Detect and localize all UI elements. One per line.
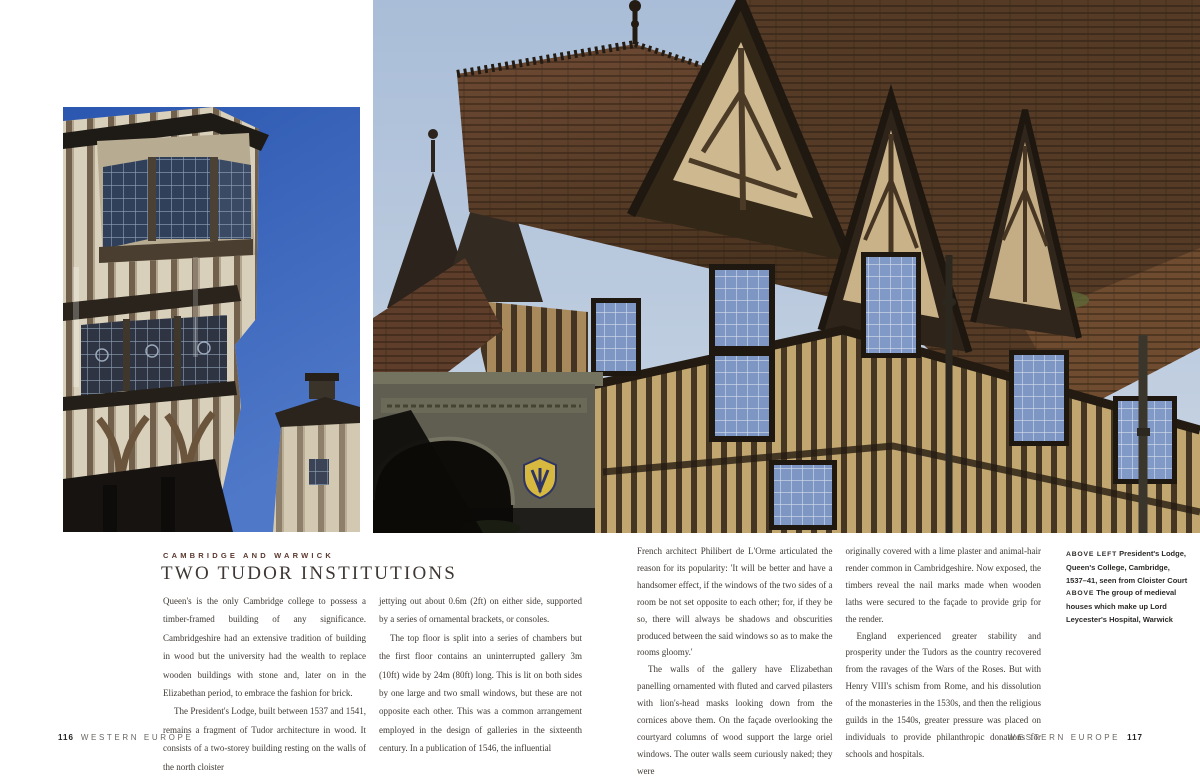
paragraph: jettying out about 0.6m (2ft) on either side, supported by a series of ornamental brackets, or consoles. <box>379 596 582 625</box>
footer-left <box>58 733 193 742</box>
photo-lord-leycesters-hospital <box>373 0 1200 533</box>
page-title: TWO TUDOR INSTITUTIONS <box>161 563 458 584</box>
photo-presidents-lodge-illustration <box>63 107 360 532</box>
caption-left-photo <box>1066 548 1188 587</box>
photo-captions <box>1066 548 1188 627</box>
caption-label: ABOVE LEFT <box>1066 551 1118 558</box>
paragraph: French architect Philibert de L'Orme articulated the reason for its popularity: 'It will be better and have a handsomer effect, if the windows of the two sides of a room be not set opposite to each other; for, if they be so, there will always be shadows and obscurities produced between the said windows so as to make the rooms gloomy.' <box>637 546 833 658</box>
paragraph: originally covered with a lime plaster and animal-hair render common in Cambridgeshire. Now exposed, the timbers reveal the nail marks made when wooden laths were secured to the façade to provide grip for the render. <box>845 546 1041 624</box>
photo-lord-leycesters-hospital-illustration <box>373 0 1200 533</box>
text-column-3 <box>637 543 833 780</box>
left-page-text <box>163 592 582 776</box>
paragraph: England experienced greater stability and prosperity under the Tudors as the country recovered from the ravages of the Wars of the Roses. But with Henry VIII's schism from Rome, and his dissolution of the monasteries in the 1530s, and then the religious guilds in the 1540s, greater pressure was placed on individuals to provide philanthropic donations for schools and hospitals. <box>845 630 1041 759</box>
paragraph: The President's Lodge, built between 1537 and 1541, remains a fragment of Tudor architecture in wood. It consists of a two-storey building resting on the walls of the north cloister <box>163 706 366 772</box>
right-page-text <box>637 543 1041 780</box>
caption-label: ABOVE <box>1066 590 1095 598</box>
footer-right <box>1008 733 1143 742</box>
paragraph: The walls of the gallery have Elizabethan panelling ornamented with fluted and carved pilasters with lion's-head masks looking down from the cornices above them. On the façade overlooking the courtyard columns of wood support the large oriel windows. The outer walls seem curiously naked; they were <box>637 664 833 776</box>
paragraph: Queen's is the only Cambridge college to possess a timber-framed building of any significance. Cambridgeshire had an extensive tradition of building in wood but the university had the wealth to replace wooden buildings with stone and, later on in the Elizabethan period, to embrace the fashion for brick. <box>163 596 366 699</box>
section-kicker: CAMBRIDGE AND WARWICK <box>163 551 334 560</box>
caption-right-photo <box>1066 587 1188 626</box>
footer-label: WESTERN EUROPE <box>1007 733 1121 742</box>
caption-text: The group of medieval houses which make up Lord Leycester's Hospital, Warwick <box>1066 588 1177 624</box>
text-column-1 <box>163 592 366 776</box>
footer-label: WESTERN EUROPE <box>80 733 194 742</box>
text-column-2 <box>379 592 582 776</box>
caption-text: President's Lodge, Queen's College, Cambridge, 1537–41, seen from Cloister Court <box>1066 549 1188 585</box>
paragraph: The top floor is split into a series of chambers but the first floor contains an uninterrupted gallery 3m (10ft) wide by 24m (80ft) long. This is lit on both sides by one large and two small windows, but these are not opposite each other. This was a common arrangement employed in the design of galleries in the sixteenth century. In a publication of 1546, the influential <box>379 632 582 754</box>
page-number-right: 117 <box>1127 733 1143 742</box>
text-column-4 <box>846 543 1042 780</box>
page-number-left: 116 <box>58 733 74 742</box>
photo-presidents-lodge <box>63 107 360 532</box>
